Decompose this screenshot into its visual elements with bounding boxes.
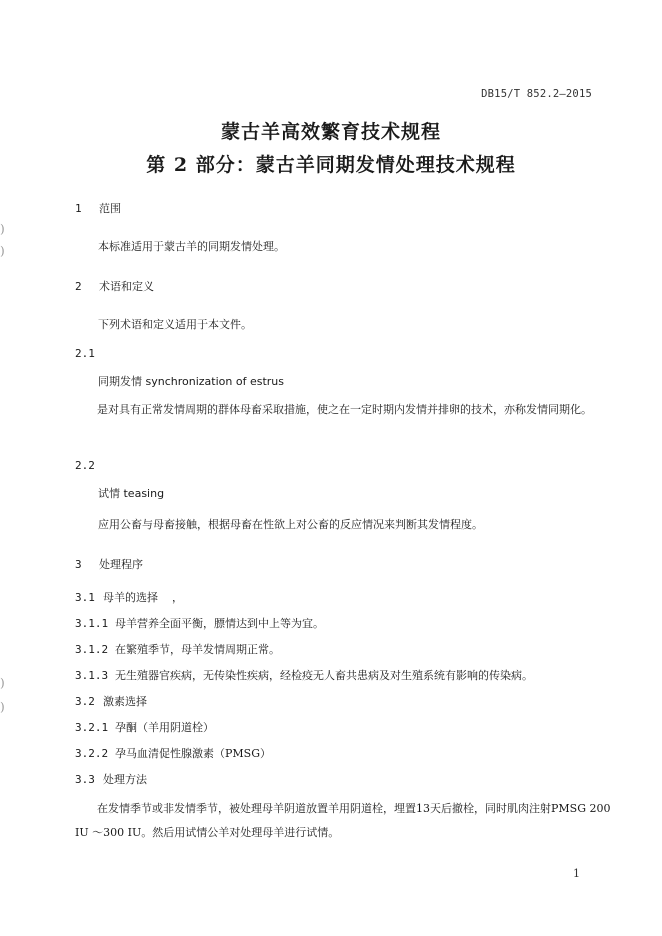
section-2-text: 下列术语和定义适用于本文件。 (98, 318, 252, 331)
clause-number: 3.1.3 (75, 669, 109, 682)
clause-text: 母羊营养全面平衡，膘情达到中上等为宜。 (115, 617, 324, 630)
clause-text: 在繁殖季节，母羊发情周期正常。 (115, 643, 280, 656)
section-number: 3.1 (75, 591, 95, 604)
section-2-2-number: 2.2 (75, 459, 95, 472)
term-synchronization: 同期发情 synchronization of estrus (98, 375, 284, 388)
clause-number: 3.1.1 (75, 617, 109, 630)
clause-text: 无生殖器官疾病，无传染性疾病，经检疫无人畜共患病及对生殖系统有影响的传染病。 (115, 669, 533, 682)
section-1-heading (75, 200, 121, 216)
clause-text: 孕酮（羊用阴道栓） (115, 721, 214, 734)
clause-3-2-1 (75, 719, 214, 735)
section-3-1-heading (75, 589, 183, 605)
clause-number: 3.1.2 (75, 643, 109, 656)
section-number: 1 (75, 202, 82, 215)
term-teasing: 试情 teasing (98, 487, 165, 500)
clause-text: 孕马血清促性腺激素（PMSG） (115, 747, 271, 760)
clause-3-1-1 (75, 615, 324, 631)
section-title: 术语和定义 (99, 280, 154, 293)
section-title: 激素选择 (103, 695, 147, 708)
section-3-heading (75, 556, 143, 572)
section-title: 范围 (99, 202, 121, 215)
definition-2-2: 应用公畜与母畜接触，根据母畜在性欲上对公畜的反应情况来判断其发情程度。 (98, 518, 483, 531)
binding-mark: ) (0, 676, 5, 690)
clause-number: 3.2.2 (75, 747, 109, 760)
section-number: 3.3 (75, 773, 95, 786)
definition-2-1: 是对具有正常发情周期的群体母畜采取措施，使之在一定时期内发情并排卵的技术，亦称发情同期化。 (97, 403, 592, 416)
section-2-heading (75, 278, 154, 294)
stray-mark: ， (172, 591, 183, 604)
section-number: 3.2 (75, 695, 95, 708)
binding-mark: ) (0, 244, 5, 258)
procedure-3-3: 在发情季节或非发情季节，被处理母羊阴道放置羊用阴道栓，埋置13天后撤栓，同时肌肉注射PMSG 200 IU ～300 IU。然后用试情公羊对处理母羊进行试情。 (75, 802, 611, 839)
section-title: 母羊的选择 (103, 591, 158, 604)
page-number: 1 (573, 867, 580, 880)
clause-3-2-2 (75, 745, 271, 761)
section-number: 2 (75, 280, 82, 293)
section-2-1-number: 2.1 (75, 347, 95, 360)
page-title: 蒙古羊高效繁育技术规程 (220, 121, 441, 143)
page-subtitle: 第 2 部分：蒙古羊同期发情处理技术规程 (146, 154, 516, 176)
section-3-2-heading (75, 693, 147, 709)
binding-mark: ) (0, 700, 5, 714)
section-1-text: 本标准适用于蒙古羊的同期发情处理。 (98, 240, 285, 253)
document-number: DB15/T 852.2—2015 (481, 88, 592, 100)
clause-3-1-3 (75, 667, 533, 683)
clause-3-1-2 (75, 641, 280, 657)
clause-number: 3.2.1 (75, 721, 109, 734)
section-title: 处理方法 (103, 773, 147, 786)
binding-mark: ) (0, 222, 5, 236)
section-3-3-heading (75, 771, 147, 787)
section-title: 处理程序 (99, 558, 143, 571)
section-number: 3 (75, 558, 82, 571)
